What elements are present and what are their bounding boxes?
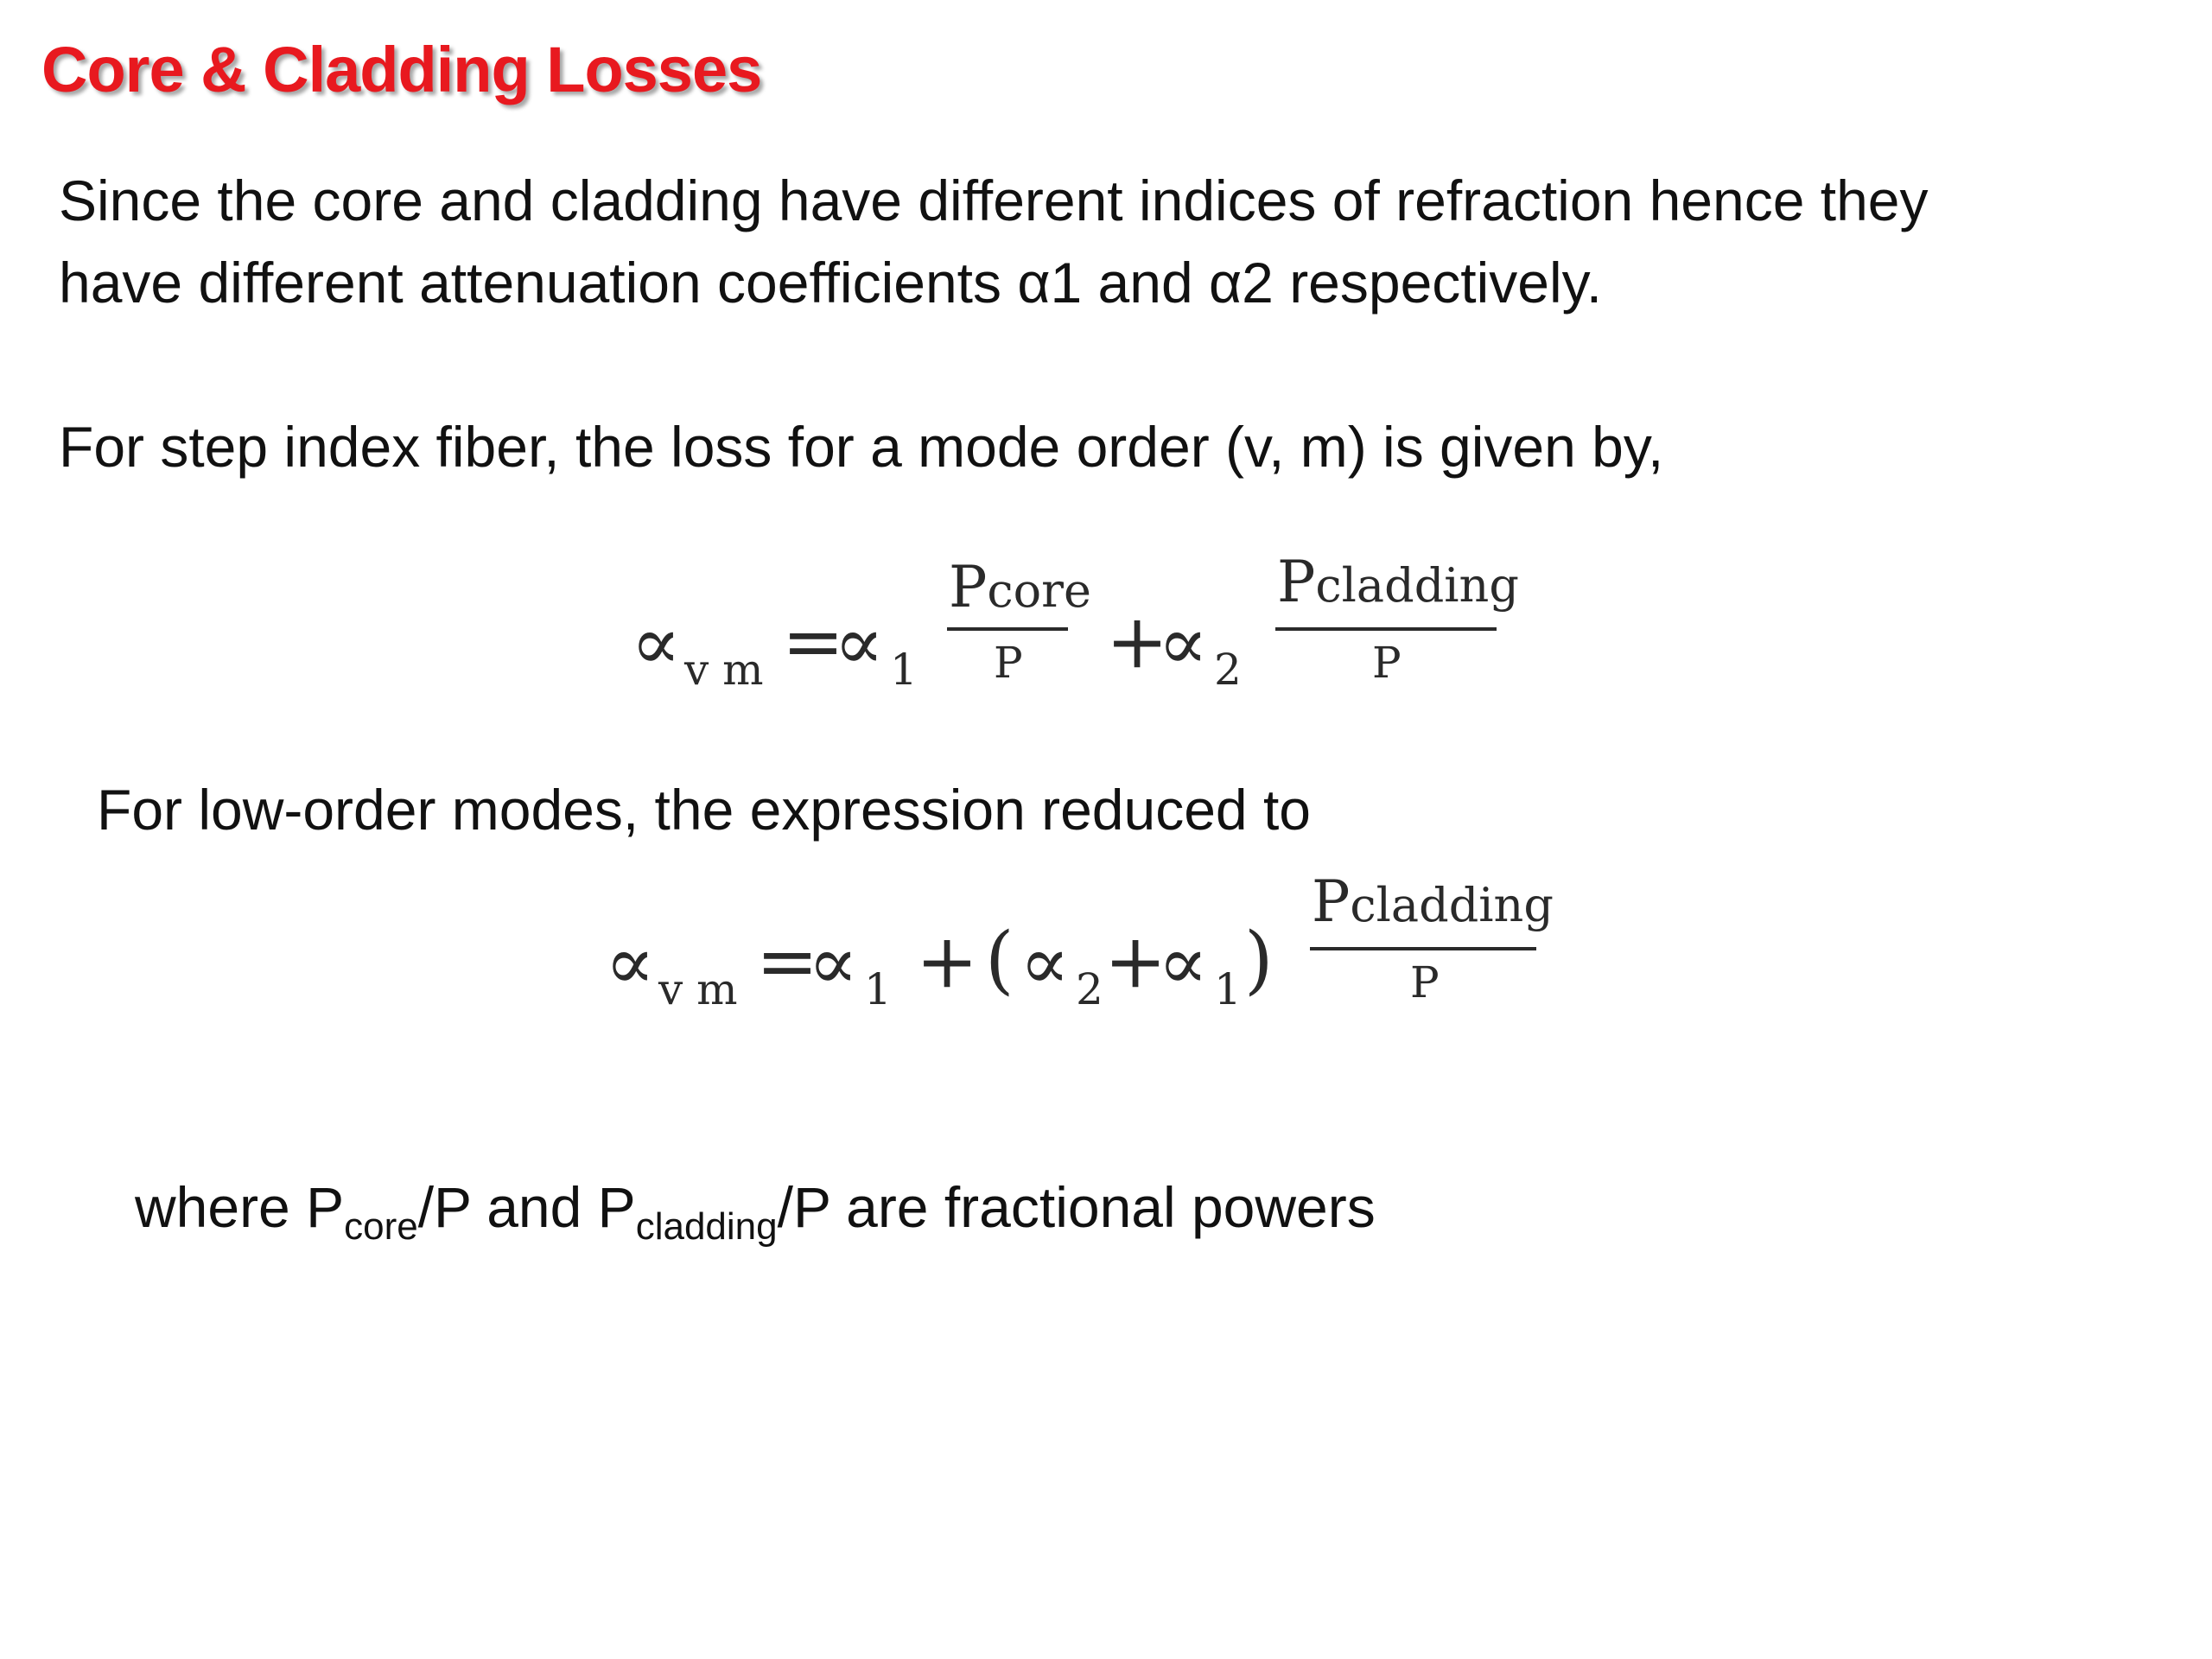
alpha-symbol: ∝ — [808, 920, 859, 1007]
open-parenthesis: ( — [985, 917, 1014, 1003]
equals-sign: = — [756, 918, 819, 1005]
subscript-1: 1 — [1214, 964, 1242, 1014]
plus-sign: + — [1104, 918, 1167, 1005]
footer-note — [135, 1166, 1376, 1249]
fraction-bar — [1310, 947, 1536, 950]
subscript-cladding: cladding — [1350, 878, 1554, 932]
slide-title: Core & Cladding Losses — [41, 34, 762, 105]
subscript-1: 1 — [890, 645, 918, 695]
fraction-bar — [947, 627, 1068, 631]
fraction-core-numerator — [949, 554, 1091, 620]
subscript-2: 2 — [1076, 964, 1103, 1014]
subscript-cladding: cladding — [635, 1205, 778, 1248]
fraction-cladding-numerator — [1277, 549, 1519, 615]
alpha-symbol: ∝ — [631, 601, 682, 687]
subscript-vm: v m — [658, 964, 738, 1014]
subscript-core: core — [987, 563, 1091, 618]
alpha-symbol: ∝ — [605, 920, 656, 1007]
paragraph-attenuation — [59, 160, 1929, 324]
equation-low-order-loss — [605, 868, 1554, 1028]
subscript-2: 2 — [1214, 645, 1242, 695]
power-symbol: P — [1277, 549, 1316, 615]
fraction-core-denominator: P — [994, 638, 1023, 688]
equation-step-index-loss — [631, 549, 1519, 709]
footer-suffix: /P are fractional powers — [777, 1175, 1376, 1239]
footer-prefix: where P — [135, 1175, 345, 1239]
subscript-vm: v m — [684, 645, 764, 695]
paragraph-attenuation-line-2: have different attenuation coefficients α1 and α2 respectively. — [59, 251, 1603, 315]
power-symbol: P — [1312, 868, 1351, 935]
alpha-symbol: ∝ — [1158, 920, 1209, 1007]
fraction-cladding-numerator — [1312, 868, 1554, 935]
fraction-cladding-denominator: P — [1372, 638, 1402, 688]
subscript-core: core — [344, 1205, 418, 1248]
fraction-bar — [1275, 627, 1497, 631]
paragraph-low-order: For low-order modes, the expression reduced to — [97, 778, 1312, 842]
subscript-1: 1 — [864, 964, 892, 1014]
alpha-symbol: ∝ — [1158, 601, 1209, 687]
footer-middle: /P and P — [417, 1175, 636, 1239]
close-parenthesis: ) — [1244, 917, 1274, 1003]
alpha-symbol: ∝ — [834, 601, 885, 687]
paragraph-attenuation-line-1: Since the core and cladding have different indices of refraction hence they — [59, 168, 1929, 232]
equals-sign: = — [782, 599, 845, 685]
power-symbol: P — [949, 554, 988, 620]
fraction-cladding-denominator: P — [1410, 957, 1440, 1007]
plus-sign: + — [916, 918, 979, 1005]
plus-sign: + — [1106, 599, 1169, 685]
alpha-symbol: ∝ — [1020, 920, 1071, 1007]
subscript-cladding: cladding — [1315, 558, 1519, 613]
paragraph-step-index: For step index fiber, the loss for a mode order (v, m) is given by, — [59, 415, 1664, 479]
